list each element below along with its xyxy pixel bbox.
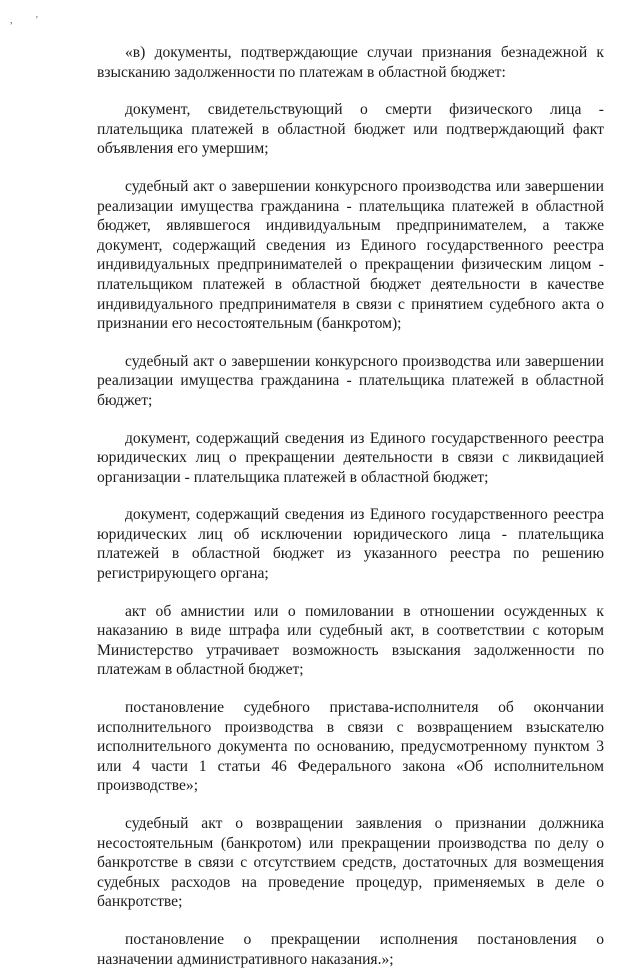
paragraph-termination-of-penalty: постановление о прекращении исполнения постановления о назначении административного наказания.»;	[97, 930, 604, 968]
paragraph-citizen-bankruptcy: судебный акт о завершении конкурсного производства или завершении реализации имущества гражданина - плательщика платежей в областной бюджет;	[97, 352, 604, 409]
paragraph-ip-bankruptcy: судебный акт о завершении конкурсного производства или завершении реализации имущества гражданина - плательщика платежей в областной бюджет, являвшегося индивидуальным предпринимателем, а также документ, содержащий сведения из Единого государственного реестра индивидуальных предпринимателей о прекращении физическим лицом - плательщиком платежей в областной бюджет деятельности в качестве индивидуального предпринимателя в связи с принятием судебного акта о признании его несостоятельным (банкротом);	[97, 177, 604, 333]
scan-mark: '	[36, 15, 38, 26]
paragraph-bailiff-resolution: постановление судебного пристава-исполнителя об окончании исполнительного производства в связи с возвращением взыскателю исполнительного документа по основанию, предусмотренному пунктом 3 или 4 части 1 статьи 46 Федерального закона «Об исполнительном производстве»;	[97, 699, 604, 795]
paragraph-amnesty: акт об амнистии или о помиловании в отношении осужденных к наказанию в виде штрафа или судебный акт, в соответствии с которым Министерство утрачивает возможность взыскания задолженности по платежам в областной бюджет;	[97, 602, 604, 679]
paragraph-intro: «в) документы, подтверждающие случаи признания безнадежной к взысканию задолженности по платежам в областной бюджет:	[97, 44, 604, 81]
scan-mark: ,	[10, 15, 13, 26]
paragraph-liquidation: документ, содержащий сведения из Единого государственного реестра юридических лиц о прекращении деятельности в связи с ликвидацией организации - плательщика платежей в областной бюджет;	[97, 429, 604, 486]
paragraph-bankruptcy-return: судебный акт о возвращении заявления о признании должника несостоятельным (банкротом) или прекращении производства по делу о банкротстве в связи с отсутствием средств, достаточных для возмещения судебных расходов на проведение процедур, применяемых в деле о банкротстве;	[97, 815, 604, 911]
paragraph-exclusion-from-register: документ, содержащий сведения из Единого государственного реестра юридических лиц об исключении юридического лица - плательщика платежей в областной бюджет из указанного реестра по решению регистрирующего органа;	[97, 506, 604, 583]
paragraph-death-certificate: документ, свидетельствующий о смерти физического лица - плательщика платежей в областной бюджет или подтверждающий факт объявления его умершим;	[97, 101, 604, 158]
document-body	[97, 43, 604, 969]
